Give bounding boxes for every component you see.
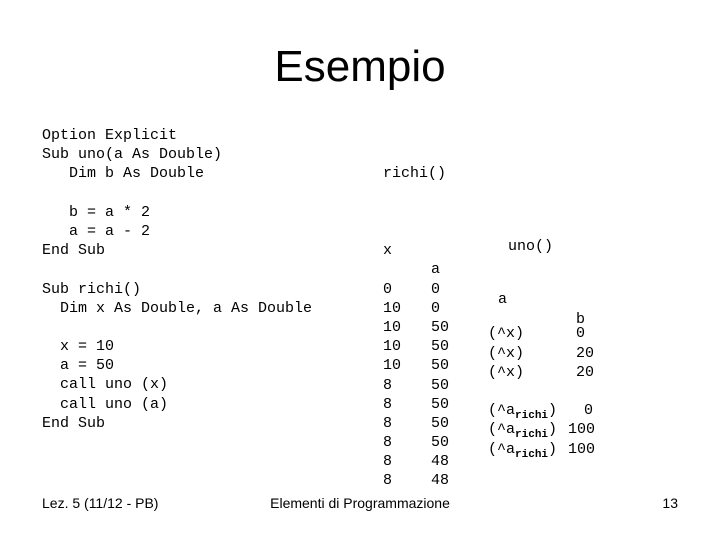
richi-cell-x: 8	[383, 434, 393, 452]
richi-cell-a: 50	[431, 357, 450, 375]
richi-cell-x: 0	[383, 280, 393, 298]
uno-cell-b: 100	[568, 440, 596, 458]
uno-table-row	[488, 401, 608, 423]
richi-table-row	[383, 376, 450, 395]
code-line: Sub uno(a As Double)	[42, 146, 223, 164]
code-line: Dim x As Double, a As Double	[42, 299, 313, 317]
richi-table-row	[383, 395, 450, 414]
richi-column-x: x	[383, 242, 393, 260]
uno-table-row	[488, 420, 608, 442]
uno-variable-table	[488, 184, 608, 476]
richi-table-row	[383, 280, 446, 299]
richi-cell-x: 10	[383, 299, 402, 317]
code-line: Option Explicit	[42, 127, 178, 144]
uno-cell-a-text: (^x)	[488, 325, 525, 343]
richi-cell-a: 48	[431, 453, 450, 471]
richi-cell-a: 50	[431, 395, 450, 413]
uno-cell-a-close: )	[548, 440, 558, 458]
richi-cell-x: 8	[383, 376, 393, 394]
richi-cell-a: 0	[431, 280, 441, 298]
code-line: x = 10	[42, 338, 115, 356]
uno-cell-a-subscript: richi	[515, 410, 549, 423]
richi-table-rows	[383, 280, 450, 491]
richi-cell-x: 10	[383, 357, 402, 375]
code-line	[42, 184, 312, 203]
uno-cell-b: 0	[584, 402, 594, 420]
uno-cell-a	[488, 344, 524, 363]
richi-table-row	[383, 452, 450, 471]
code-line: a = a - 2	[42, 222, 151, 240]
richi-cell-a: 48	[431, 472, 450, 490]
richi-table-row	[383, 433, 450, 452]
uno-cell-a	[488, 401, 558, 423]
richi-table-row	[383, 356, 450, 375]
uno-cell-a	[488, 324, 524, 343]
code-line: End Sub	[42, 414, 106, 432]
uno-cell-a-subscript: richi	[515, 448, 549, 461]
uno-cell-a-text: (^a	[488, 402, 516, 420]
uno-cell-a-text: (^x)	[488, 344, 525, 362]
richi-cell-a: 50	[431, 434, 450, 452]
code-line: b = a * 2	[42, 203, 151, 221]
richi-variable-table	[383, 126, 450, 510]
uno-table-rows	[488, 324, 608, 461]
richi-cell-x: 10	[383, 318, 402, 336]
uno-cell-b: 20	[576, 363, 595, 381]
richi-table-row	[383, 414, 450, 433]
richi-cell-a: 50	[431, 376, 450, 394]
richi-table-row	[383, 471, 450, 490]
uno-cell-b: 20	[576, 344, 595, 362]
code-block	[42, 126, 312, 433]
uno-cell-a	[488, 420, 558, 442]
uno-cell-a-text: (^a	[488, 440, 516, 458]
uno-table-header-row	[488, 218, 608, 256]
richi-cell-x: 8	[383, 472, 393, 490]
page-number: 13	[662, 495, 678, 511]
richi-table-row	[383, 337, 450, 356]
uno-cell-b: 0	[576, 325, 586, 343]
code-line	[42, 260, 312, 279]
uno-column-b: b	[576, 310, 586, 328]
richi-cell-a: 0	[431, 299, 441, 317]
code-line: Sub richi()	[42, 280, 142, 298]
uno-cell-a	[488, 363, 524, 382]
uno-cell-a-subscript: richi	[515, 429, 549, 442]
uno-table-row	[488, 324, 608, 343]
richi-cell-x: 8	[383, 414, 393, 432]
code-line: call uno (x)	[42, 376, 169, 394]
uno-column-a: a	[498, 291, 508, 309]
uno-cell-a-close: )	[548, 421, 558, 439]
uno-table-header: uno()	[508, 238, 554, 256]
footer-lecture: Lez. 5 (11/12 - PB)	[42, 495, 159, 511]
richi-table-columns	[383, 222, 446, 279]
uno-table-columns	[488, 271, 608, 328]
richi-cell-a: 50	[431, 414, 450, 432]
footer-course: Elementi di Programmazione	[270, 495, 450, 511]
code-line: call uno (a)	[42, 395, 169, 413]
uno-table-spacer	[488, 382, 608, 401]
richi-cell-x: 10	[383, 338, 402, 356]
slide-title: Esempio	[274, 42, 446, 91]
uno-cell-b: 100	[568, 421, 596, 439]
richi-cell-x: 8	[383, 395, 393, 413]
richi-column-a: a	[431, 261, 441, 279]
code-line: a = 50	[42, 357, 115, 375]
richi-cell-x: 8	[383, 453, 393, 471]
richi-cell-a: 50	[431, 318, 450, 336]
uno-cell-a	[488, 440, 557, 459]
uno-cell-a-close: )	[548, 402, 558, 420]
uno-cell-a-text: (^x)	[488, 363, 525, 381]
richi-table-row	[383, 318, 450, 337]
code-line: Dim b As Double	[42, 165, 205, 183]
richi-cell-a: 50	[431, 338, 450, 356]
uno-table-row	[488, 344, 608, 363]
richi-table-row	[383, 299, 446, 318]
uno-cell-a-text: (^a	[488, 421, 516, 439]
richi-table-header: richi()	[383, 165, 447, 183]
uno-table-row	[488, 440, 608, 459]
code-line	[42, 318, 312, 337]
code-line: End Sub	[42, 242, 106, 260]
uno-table-row	[488, 363, 608, 382]
